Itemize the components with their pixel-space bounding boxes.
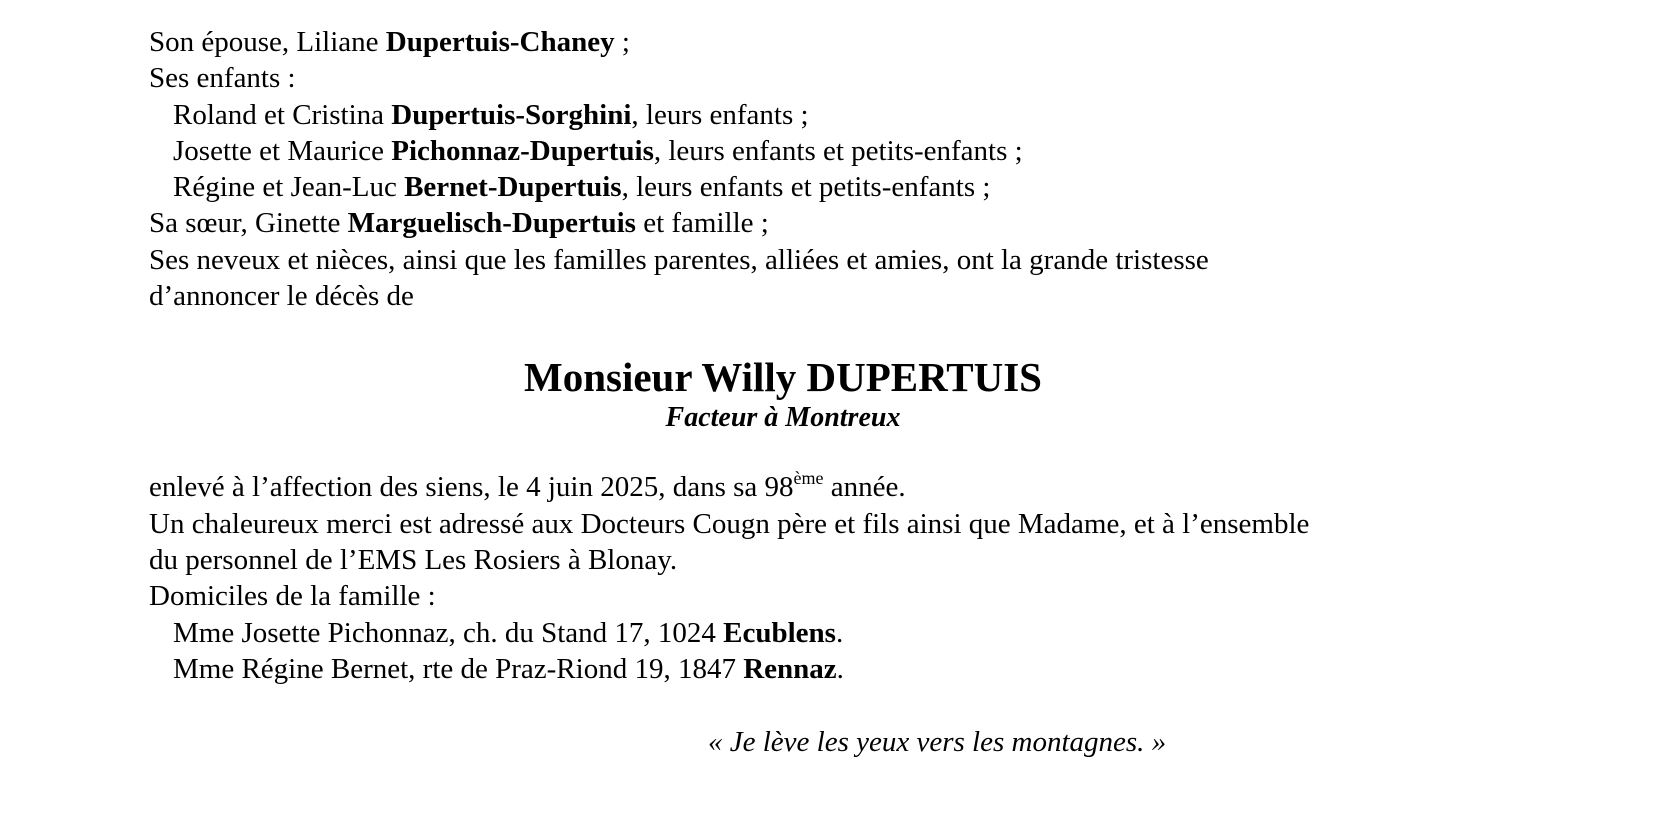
domicile-end: .	[836, 653, 844, 685]
child-line-3	[173, 169, 990, 205]
domicile-address: Mme Josette Pichonnaz, ch. du Stand 17, 1024	[173, 617, 724, 649]
domicile-line-2	[173, 651, 844, 687]
child-name: Pichonnaz-Dupertuis	[391, 135, 654, 167]
announcement-line-2: d’annoncer le décès de	[149, 280, 414, 312]
ordinal-suffix: ème	[793, 468, 824, 488]
child-suffix: , leurs enfants ;	[631, 99, 809, 131]
domicile-line-1	[173, 615, 843, 651]
child-suffix: , leurs enfants et petits-enfants ;	[653, 135, 1023, 167]
children-heading: Ses enfants :	[149, 62, 296, 94]
spouse-prefix: Son épouse, Liliane	[149, 26, 386, 58]
child-line-1	[173, 97, 809, 133]
closing-quote: « Je lève les yeux vers les montagnes. »	[708, 726, 1167, 758]
death-date-line	[149, 469, 906, 508]
spouse-name: Dupertuis-Chaney	[385, 26, 615, 58]
deceased-name: Monsieur Willy DUPERTUIS	[524, 354, 1042, 400]
child-name: Bernet-Dupertuis	[404, 171, 622, 203]
thanks-line-1: Un chaleureux merci est adressé aux Docteurs Cougn père et fils ainsi que Madame, et à l’ensemble	[149, 508, 1310, 540]
child-prefix: Josette et Maurice	[173, 135, 392, 167]
thanks-line-2: du personnel de l’EMS Les Rosiers à Blonay.	[149, 544, 678, 576]
death-date-suffix: année.	[823, 471, 906, 503]
death-date-prefix: enlevé à l’affection des siens, le 4 juin 2025, dans sa 98	[149, 471, 794, 503]
sister-name: Marguelisch-Dupertuis	[347, 207, 636, 239]
domicile-town: Ecublens	[723, 617, 836, 649]
domicile-town: Rennaz	[743, 653, 837, 685]
sister-suffix: et famille ;	[635, 207, 769, 239]
spouse-suffix: ;	[614, 26, 630, 58]
domiciles-heading: Domiciles de la famille :	[149, 580, 436, 612]
child-suffix: , leurs enfants et petits-enfants ;	[621, 171, 991, 203]
child-prefix: Roland et Cristina	[173, 99, 392, 131]
announcement-line-1: Ses neveux et nièces, ainsi que les familles parentes, alliées et amies, ont la grande tristesse	[149, 244, 1209, 276]
spouse-line	[149, 24, 630, 60]
child-prefix: Régine et Jean-Luc	[173, 171, 405, 203]
domicile-end: .	[835, 617, 844, 649]
domicile-address: Mme Régine Bernet, rte de Praz-Riond 19, 1847	[173, 653, 744, 685]
deceased-title: Facteur à Montreux	[665, 402, 901, 433]
child-line-2	[173, 133, 1023, 169]
sister-line	[149, 205, 769, 241]
sister-prefix: Sa sœur, Ginette	[149, 207, 348, 239]
child-name: Dupertuis-Sorghini	[391, 99, 632, 131]
